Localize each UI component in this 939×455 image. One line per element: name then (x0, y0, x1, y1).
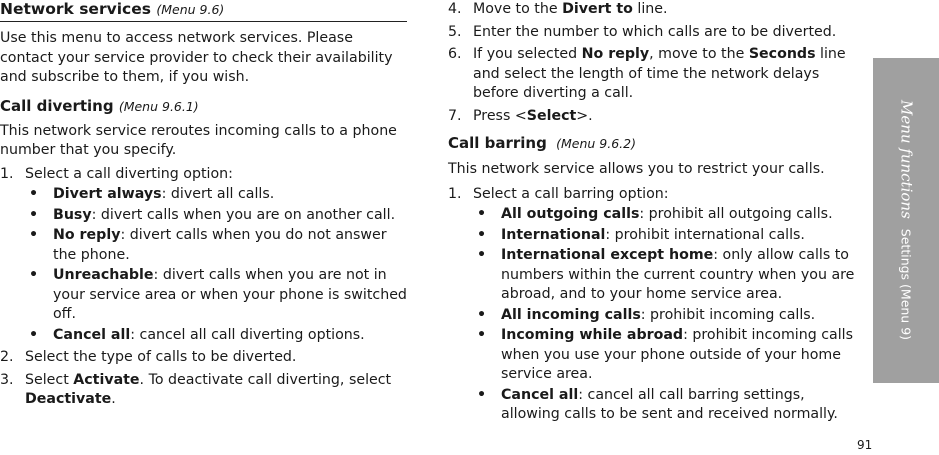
option-name: International except home (501, 247, 714, 263)
bullet-icon: • (477, 226, 487, 243)
subsection-intro: This network service reroutes incoming calls to a phone number that you specify. (0, 122, 397, 158)
step-text: Enter the number to which calls are to be diverted. (473, 23, 837, 40)
subsection-title: Call diverting (0, 96, 114, 115)
bullet-icon: • (29, 267, 39, 283)
step-item (448, 185, 863, 205)
subsection-menu-ref: (Menu 9.6.2) (556, 136, 636, 151)
subsection-title: Call barring (448, 134, 547, 152)
option-name: Cancel all (53, 326, 131, 343)
step-number: 2. (0, 349, 14, 365)
page-number: 91 (857, 438, 873, 452)
list-item (0, 226, 408, 265)
option-name: Unreachable (53, 267, 154, 283)
option-name: International (501, 226, 606, 243)
bullet-icon: • (477, 386, 487, 403)
option-desc: : divert calls when you are on another call. (91, 206, 396, 223)
step-number: 5. (448, 23, 462, 40)
list-item (0, 206, 408, 226)
bullet-icon: • (477, 327, 487, 343)
step-text: . (111, 391, 116, 407)
option-name: Incoming while abroad (501, 327, 684, 343)
list-item (448, 246, 863, 305)
step-text: Select the type of calls to be diverted. (25, 349, 297, 365)
option-desc: : cancel all call barring settings, allowing calls to be sent and received normally. (501, 386, 838, 422)
step-text: Press < (473, 107, 527, 124)
bullet-icon: • (29, 186, 39, 202)
list-item (0, 266, 408, 325)
keyword-activate: Activate (73, 371, 140, 388)
diverting-options (0, 185, 408, 345)
bullet-icon: • (29, 227, 39, 243)
step-number: 1. (0, 165, 14, 182)
step-item (0, 371, 408, 410)
step-text: . To deactivate call diverting, select (139, 371, 392, 388)
barring-options (448, 205, 863, 425)
option-desc: : prohibit incoming calls when you use your phone outside of your home service area. (501, 327, 853, 382)
diverting-steps (0, 165, 408, 185)
option-name: No reply (53, 227, 121, 243)
keyword-select: Select (526, 107, 577, 124)
keyword-no-reply: No reply (581, 46, 650, 62)
barring-steps (448, 185, 863, 205)
step-text: , move to the (649, 46, 749, 62)
step-text: If you selected (473, 46, 582, 62)
list-item (448, 226, 863, 246)
diverting-steps-right (448, 0, 863, 126)
bullet-icon: • (477, 247, 487, 263)
option-desc: : prohibit all outgoing calls. (639, 206, 833, 222)
option-name: Cancel all (501, 386, 579, 403)
section-intro: Use this menu to access network services. Please contact your service provider to check their availability and subscribe to them, if you wish. (0, 30, 393, 85)
option-desc: : divert calls when you are not in your service area or when your phone is switched off. (53, 267, 407, 322)
section-menu-ref: (Menu 9.6) (156, 2, 225, 17)
step-text: line. (632, 1, 668, 17)
step-item (448, 23, 863, 43)
list-item (0, 185, 408, 205)
subsection-heading-call-barring (448, 133, 863, 154)
subsection-heading-call-diverting (0, 96, 408, 117)
step-text: Select a call barring option: (473, 185, 669, 202)
bullet-icon: • (477, 206, 487, 222)
option-desc: : only allow calls to numbers within the current country when you are abroad, and to your home service area. (501, 247, 855, 302)
step-number: 3. (0, 371, 14, 388)
list-item (448, 386, 863, 425)
left-column (0, 0, 408, 410)
keyword-deactivate: Deactivate (25, 391, 112, 407)
option-desc: : prohibit incoming calls. (640, 306, 816, 323)
option-name: Busy (53, 206, 92, 223)
step-number: 7. (448, 107, 462, 124)
section-title: Network services (0, 0, 151, 18)
step-item (448, 107, 863, 127)
bullet-icon: • (29, 326, 39, 343)
section-heading (0, 0, 408, 19)
step-number: 1. (448, 185, 462, 202)
side-tab-subsection: Settings (Menu 9) (898, 228, 914, 341)
step-item (448, 45, 863, 104)
list-item (448, 326, 863, 385)
step-item (0, 348, 408, 368)
bullet-icon: • (29, 206, 39, 223)
step-number: 4. (448, 1, 462, 17)
option-name: Divert always (53, 186, 162, 202)
step-text: Select a call diverting option: (25, 165, 233, 182)
side-tab-section: Menu functions (897, 99, 916, 219)
step-text: line and select the length of time the network delays before diverting a call. (473, 46, 846, 101)
subsection-intro: This network service allows you to restrict your calls. (448, 161, 825, 177)
step-text: Move to the (473, 1, 563, 17)
side-tab-label (895, 100, 916, 340)
step-item (448, 0, 863, 20)
keyword-seconds: Seconds (748, 46, 816, 62)
subsection-menu-ref: (Menu 9.6.1) (118, 98, 199, 114)
list-item (448, 306, 863, 326)
step-text: Select (25, 371, 74, 388)
step-item (0, 165, 408, 185)
diverting-steps-cont (0, 348, 408, 410)
option-desc: : prohibit international calls. (605, 226, 805, 243)
list-item (448, 205, 863, 225)
step-number: 6. (448, 46, 462, 62)
option-desc: : divert all calls. (161, 186, 275, 202)
step-text: >. (576, 107, 593, 124)
option-desc: : divert calls when you do not answer the phone. (53, 227, 387, 263)
heading-rule (0, 21, 407, 22)
option-desc: : cancel all call diverting options. (130, 326, 365, 343)
bullet-icon: • (477, 306, 487, 323)
keyword-divert-to: Divert to (562, 1, 633, 17)
right-column (448, 0, 863, 425)
option-name: All incoming calls (501, 306, 641, 323)
option-name: All outgoing calls (501, 206, 640, 222)
list-item (0, 326, 408, 346)
